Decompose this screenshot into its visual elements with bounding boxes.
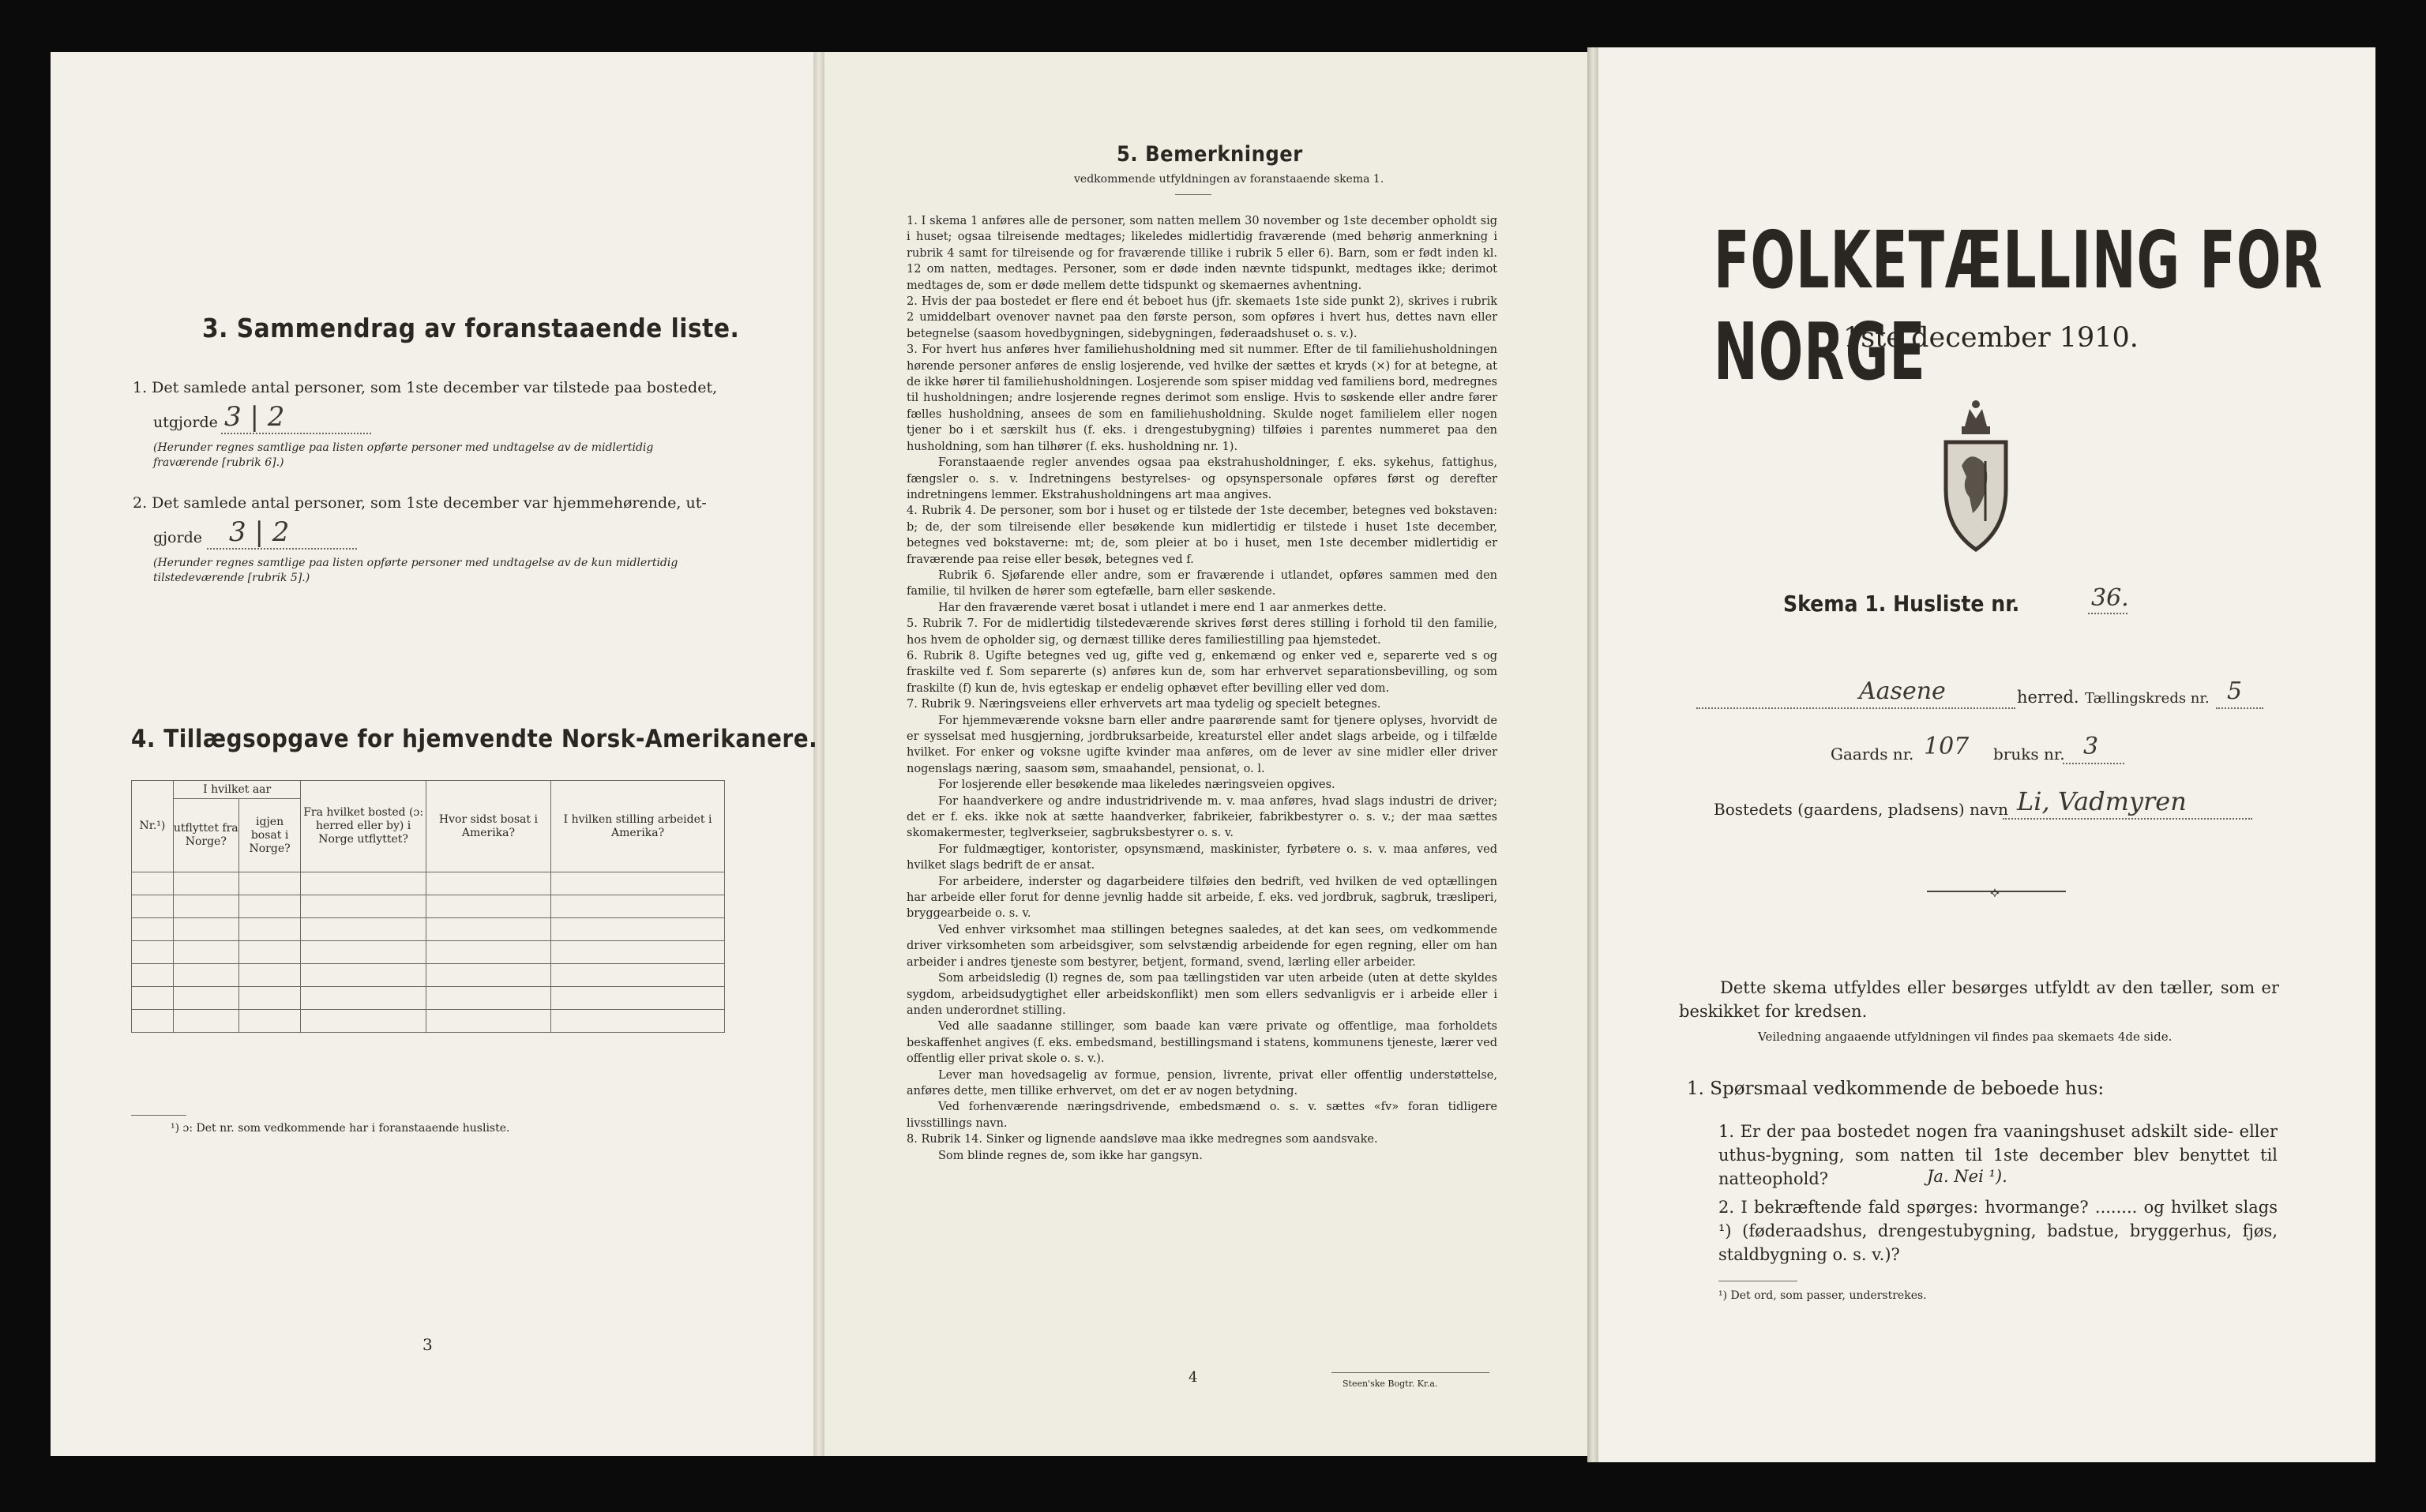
remark-paragraph: 3. For hvert hus anføres hver familiehusholdning med sit nummer. Efter de til familiehusholdningen hørende personer anføres de enslig losjerende, ved hvilke der sættes et kryds (×) for at betegne, at de ikke hører til familiehusholdningen. Losjerende som spiser middag ved familiens bord, medregnes til husholdningen; andre losjerende regnes derimot som enslige. Hvis to søskende eller andre fører fælles husholdning, ansees de som en familiehusholdning. Skulde noget familielem eller nogen tjener bo i et særskilt hus (f. eks. i drengestubygning) tilføies i parentes nummeret paa den husholdning, som han tilhører (f. eks. husholdning nr. 1). bbox=[907, 343, 1497, 453]
kreds-label: Tællingskreds nr. bbox=[2085, 690, 2210, 707]
table-row bbox=[132, 987, 725, 1010]
ornament-icon: ⟡ bbox=[1990, 884, 2000, 901]
questions-header: 1. Spørsmaal vedkommende de beboede hus: bbox=[1687, 1079, 2105, 1099]
item2-handwritten: 3 | 2 bbox=[229, 516, 290, 548]
veiledning-text: Veiledning angaaende utfyldningen vil findes paa skemaets 4de side. bbox=[1758, 1030, 2173, 1044]
herred-value: Aasene bbox=[1859, 677, 1946, 705]
remark-paragraph: For hjemmeværende voksne barn eller andre paarørende samt for tjenere oplyses, hvorvidt de er sysselsat med husgjerning, jordbruksarbeide, kreaturstel eller andet slags arbeide, og i tilfælde hvilket. For enker og voksne ugifte kvinder maa anføres, om de lever av sine midler eller driver nogenslags næring, saasom søm, smaahandel, pensionat, o. l. bbox=[907, 714, 1497, 775]
remark-paragraph: Ved alle saadanne stillinger, som baade kan være private og offentlige, maa forholdets beskaffenhet angives (f. eks. embedsmand, bestillingsmand i statens, kommunens tjeneste, lærer ved offentlig eller privat skole o. s. v.). bbox=[907, 1020, 1497, 1066]
remark-paragraph: Rubrik 6. Sjøfarende eller andre, som er fraværende i utlandet, opføres sammen med den familie, til hvilken de hører som egtefælle, barn eller søskende. bbox=[907, 568, 1497, 598]
remark-paragraph: Ved enhver virksomhet maa stillingen betegnes saaledes, at det kan sees, om vedkommende driver virksomheten som arbeidsgiver, som selvstændig arbeidende for egen regning, eller om han arbeider i andres tjeneste som bestyrer, betjent, formand, svend, lærling eller arbeider. bbox=[907, 923, 1497, 969]
item1-utgjorde: utgjorde bbox=[153, 414, 218, 431]
bosted-label: Bostedets (gaardens, pladsens) navn bbox=[1714, 800, 2008, 819]
page-fold bbox=[813, 52, 824, 1456]
table-footnote: ¹) ɔ: Det nr. som vedkommende har i foranstaaende husliste. bbox=[171, 1122, 510, 1135]
remark-paragraph: 8. Rubrik 14. Sinker og lignende aandsløve maa ikke medregnes som aandsvake. bbox=[907, 1133, 1378, 1146]
question-1: 1. Er der paa bostedet nogen fra vaaningshuset adskilt side- eller uthus-bygning, som natten til 1ste december blev benyttet til natteophold? bbox=[1718, 1122, 2278, 1188]
remark-paragraph: Ved forhenværende næringsdrivende, embedsmænd o. s. v. sættes «fv» foran tidligere livsstillings navn. bbox=[907, 1101, 1497, 1130]
col-stilling: I hvilken stilling arbeidet i Amerika? bbox=[551, 781, 725, 872]
table-row bbox=[132, 941, 725, 964]
husliste-nr: 36. bbox=[2091, 584, 2129, 612]
norsk-amerikanere-table bbox=[131, 780, 725, 1033]
table-row bbox=[132, 918, 725, 941]
remark-paragraph: Har den fraværende været bosat i utlandet i mere end 1 aar anmerkes dette. bbox=[938, 601, 1387, 614]
census-date: 1ste december 1910. bbox=[1843, 322, 2139, 354]
table-row bbox=[132, 872, 725, 895]
remark-paragraph: 4. Rubrik 4. De personer, som bor i huset og er tilstede der 1ste december, betegnes ved bokstaven: b; de, der som tilreisende eller besøkende kun midlertidig er tilstede i huset 1ste december, betegnes ved bokstaverne: mt; de, som pleier at bo i huset, men 1ste december midlertidig er fraværende paa reise eller besøk, betegnes ved f. bbox=[907, 505, 1497, 566]
remark-paragraph: Lever man hovedsagelig av formue, pension, livrente, privat eller offentlig understøttelse, anføres dette, men tillike erhvervet, om det er av nogen betydning. bbox=[907, 1068, 1497, 1097]
page-fold bbox=[1587, 47, 1598, 1462]
item2-note: (Herunder regnes samtlige paa listen opførte personer med undtagelse av de kun midlertidig tilstedeværende [rubrik 5].) bbox=[153, 557, 678, 584]
remark-paragraph: For haandverkere og andre industridrivende m. v. maa anføres, hvad slags industri de driver; det er f. eks. ikke nok at sætte haandverker, fabrikeier, fabrikbestyrer o. s. v.; der maa sættes skomakermester, teglverkseier, sagbruksbestyrer o. s. v. bbox=[907, 794, 1497, 840]
remark-paragraph: Som blinde regnes de, som ikke har gangsyn. bbox=[938, 1149, 1203, 1162]
herred-label: herred. bbox=[2017, 688, 2079, 707]
remark-paragraph: 7. Rubrik 9. Næringsveiens eller erhvervets art maa tydelig og specielt betegnes. bbox=[907, 698, 1381, 711]
item2-text: 2. Det samlede antal personer, som 1ste december var hjemmehørende, ut- bbox=[133, 494, 707, 512]
kreds-value: 5 bbox=[2227, 677, 2243, 705]
page-number: 3 bbox=[422, 1335, 433, 1354]
table-row bbox=[132, 895, 725, 918]
footnote: ¹) Det ord, som passer, understrekes. bbox=[1718, 1289, 1927, 1302]
section3-title: 3. Sammendrag av foranstaaende liste. bbox=[202, 313, 740, 343]
col-utflyttet: utflyttet fra Norge? bbox=[173, 799, 238, 872]
remark-paragraph: 2. Hvis der paa bostedet er flere end ét beboet hus (jfr. skemaets 1ste side punkt 2), skrives i rubrik 2 umiddelbart ovenover navnet paa den første person, som opføres i hvert hus, dettes navn eller betegnelse (saasom hovedbygningen, sidebygningen, føderaadshuset o. s. v.). bbox=[907, 295, 1497, 340]
item1-handwritten: 3 | 2 bbox=[224, 401, 285, 433]
coat-of-arms-icon bbox=[1938, 395, 2014, 553]
bruks-value: 3 bbox=[2083, 733, 2099, 760]
remark-paragraph: 6. Rubrik 8. Ugifte betegnes ved ug, gifte ved g, enkemænd og enker ved e, separerte ved s og fraskilte ved f. Som separerte (s) anføres kun de, som har erhvervet separationsbevilling, og som fraskilte (f) kun de, hvis egteskap er endelig ophævet efter bevilling eller ved dom. bbox=[907, 649, 1497, 695]
question-1-answer: Ja. Nei ¹). bbox=[1927, 1167, 2007, 1186]
remark-paragraph: For arbeidere, inderster og dagarbeidere tilføies den bedrift, ved hvilken de ved optællingen har arbeide eller forut for denne jevnlig hadde sit arbeide, f. eks. ved jordbruk, sagbruk, træsliperi, bryggearbeide o. s. v. bbox=[907, 875, 1497, 921]
remark-paragraph: For losjerende eller besøkende maa likeledes næringsveien opgives. bbox=[938, 779, 1335, 792]
item2-gjorde: gjorde bbox=[153, 529, 202, 546]
census-title: FOLKETÆLLING FOR NORGE bbox=[1714, 215, 2323, 399]
remark-paragraph: 1. I skema 1 anføres alle de personer, som natten mellem 30 november og 1ste december opholdt sig i huset; ogsaa tilreisende medtages; likeledes midlertidig fraværende (med behørig anmerkning i rubrik 4 samt for tilreisende og for fraværende tillike i rubrik 5 eller 6). Barn, som er født inden kl. 12 om natten, medtages. Personer, som er døde inden nævnte tidspunkt, medtages ikke; derimot medtages de, som er døde mellem dette tidspunkt og skemaernes avhentning. bbox=[907, 215, 1497, 292]
page-number: 4 bbox=[1189, 1369, 1198, 1386]
remarks-title: 5. Bemerkninger bbox=[1117, 142, 1303, 167]
printer-mark: Steen'ske Bogtr. Kr.a. bbox=[1343, 1379, 1438, 1389]
table-row bbox=[132, 1010, 725, 1033]
col-group: I hvilket aar bbox=[173, 781, 301, 799]
section4-title: 4. Tillægsopgave for hjemvendte Norsk-Amerikanere. bbox=[131, 725, 818, 753]
remarks-list bbox=[907, 213, 1497, 1164]
remarks-subtitle: vedkommende utfyldningen av foranstaaende skema 1. bbox=[1074, 173, 1384, 186]
item1-text: 1. Det samlede antal personer, som 1ste december var tilstede paa bostedet, bbox=[133, 379, 718, 396]
col-hvor: Hvor sidst bosat i Amerika? bbox=[426, 781, 550, 872]
remark-paragraph: For fuldmægtiger, kontorister, opsynsmænd, maskinister, fyrbøtere o. s. v. maa anføres, ved hvilket slags bedrift de er ansat. bbox=[907, 842, 1497, 872]
table-row bbox=[132, 964, 725, 987]
skema-label: Skema 1. Husliste nr. bbox=[1783, 591, 2020, 617]
remark-paragraph: Som arbeidsledig (l) regnes de, som paa tællingstiden var uten arbeide (uten at dette skyldes sygdom, arbeidsudygtighet eller arbeidskonflikt) men som ellers sedvanligvis er i arbeide eller i anden underordnet stilling. bbox=[907, 972, 1497, 1017]
bruks-label: bruks nr. bbox=[1993, 745, 2065, 764]
bosted-value: Li, Vadmyren bbox=[2017, 786, 2187, 816]
left-page bbox=[51, 52, 818, 1456]
instruction-text: Dette skema utfyldes eller besørges utfyldt av den tæller, som er beskikket for kredsen. bbox=[1679, 978, 2279, 1021]
remark-paragraph: Foranstaaende regler anvendes ogsaa paa ekstrahusholdninger, f. eks. sykehus, fattighus, fængsler o. s. v. Indretningens bestyrelses- og opsynspersonale opføres først og derefter indretningens lemmer. Ekstrahusholdningens art maa angives. bbox=[907, 456, 1497, 501]
gaards-label: Gaards nr. bbox=[1831, 745, 1914, 764]
col-nr: Nr.¹) bbox=[132, 781, 174, 872]
col-fra: Fra hvilket bosted (ɔ: herred eller by) i Norge utflyttet? bbox=[301, 781, 426, 872]
remark-paragraph: 5. Rubrik 7. For de midlertidig tilstedeværende skrives først deres stilling i forhold til den familie, hos hvem de opholder sig, og dernæst tillike deres familiestilling paa hjemstedet. bbox=[907, 617, 1497, 647]
item1-note: (Herunder regnes samtlige paa listen opførte personer med undtagelse av de midlertidig fraværende [rubrik 6].) bbox=[153, 441, 654, 469]
gaards-value: 107 bbox=[1924, 733, 1970, 760]
col-igjen: igjen bosat i Norge? bbox=[238, 799, 301, 872]
question-2: 2. I bekræftende fald spørges: hvormange? ........ og hvilket slags ¹) (føderaadshus, drengestubygning, badstue, bryggerhus, fjøs, staldbygning o. s. v.)? bbox=[1718, 1198, 2278, 1264]
